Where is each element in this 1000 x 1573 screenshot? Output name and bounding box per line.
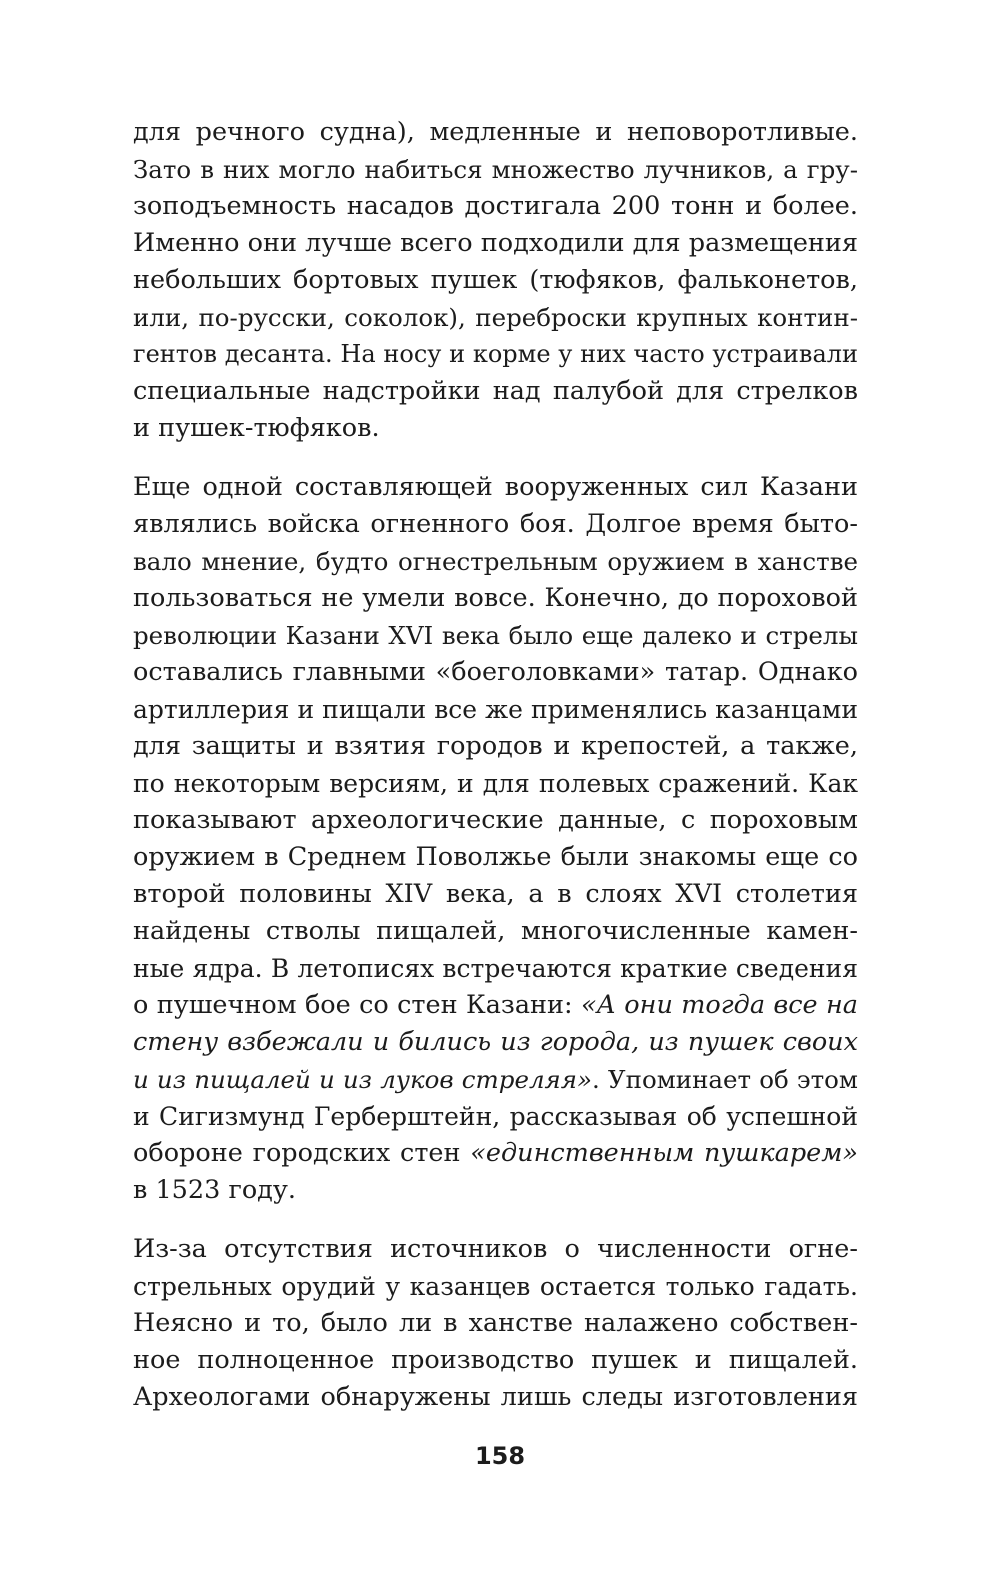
text-line: или, по-русски, соколок), переброски крупных контин- [133,303,858,332]
text-segment: обороне городских стен [133,1138,461,1168]
text-line: и Сигизмунд Герберштейн, рассказывая об успешной [133,1102,858,1131]
text-line: найдены стволы пищалей, многочисленные камен- [133,916,858,946]
text-segment: . Упоминает об этом [591,1065,858,1094]
text-line: стрельных орудий у казанцев остается только гадать. [133,1272,858,1301]
paragraph-3 [133,1231,858,1416]
text-line-with-quote [133,1135,858,1172]
text-line-with-quote [133,987,858,1024]
text-line: пользоваться не умели вовсе. Конечно, до пороховой [133,583,858,613]
text-line: Еще одной составляющей вооруженных сил Казани [133,472,858,502]
text-line: Зато в них могло набиться множество лучников, а гру- [133,155,858,184]
text-line: Именно они лучше всего подходили для размещения [133,228,858,258]
text-line: оружием в Среднем Поволжье были знакомы еще со [133,842,858,872]
text-line: Археологами обнаружены лишь следы изготовления [133,1382,858,1412]
text-line: Неясно и то, было ли в ханстве налажено собствен- [133,1308,858,1338]
text-line: и пушек-тюфяков. [133,413,380,443]
text-line: ное полноценное производство пушек и пищалей. [133,1345,858,1375]
text-line: ные ядра. В летописях встречаются краткие сведения [133,954,858,983]
text-line: показывают археологические данные, с пороховым [133,805,858,835]
text-line: небольших бортовых пушек (тюфяков, фальконетов, [133,265,858,295]
text-line: революции Казани XVI века было еще далеко и стрелы [133,621,858,650]
quote-italic: «А они тогда все на [581,990,859,1020]
paragraph-1 [133,114,858,447]
text-line: для защиты и взятия городов и крепостей, а также, [133,731,858,761]
quote-italic: «единственным пушкарем» [470,1138,858,1168]
text-line: в 1523 году. [133,1175,296,1205]
text-line: артиллерия и пищали все же применялись казанцами [133,695,858,724]
text-line: второй половины XIV века, а в слоях XVI столетия [133,879,858,909]
text-segment: о пушечном бое со стен Казани: [133,990,573,1020]
text-line: зоподъемность насадов достигала 200 тонн и более. [133,191,858,221]
text-line: являлись войска огненного боя. Долгое время быто- [133,509,858,539]
text-line-with-quote [133,1061,858,1098]
paragraph-2 [133,469,858,1209]
text-line: специальные надстройки над палубой для стрелков [133,376,858,406]
text-line: Из-за отсутствия источников о численности огне- [133,1234,858,1264]
quote-italic: и из пищалей и из луков стреляя» [133,1065,592,1094]
text-line: оставались главными «боеголовками» татар. Однако [133,657,858,687]
text-line: гентов десанта. На носу и корме у них часто устраивали [133,340,858,368]
text-line: для речного судна), медленные и неповоротливые. [133,117,858,147]
quote-italic: стену взбежали и бились из города, из пушек своих [133,1027,858,1057]
text-line: вало мнение, будто огнестрельным оружием в ханстве [133,547,858,576]
page-number: 158 [474,1442,526,1470]
text-line: по некоторым версиям, и для полевых сражений. Как [133,769,858,798]
text-line-italic [133,1024,858,1061]
